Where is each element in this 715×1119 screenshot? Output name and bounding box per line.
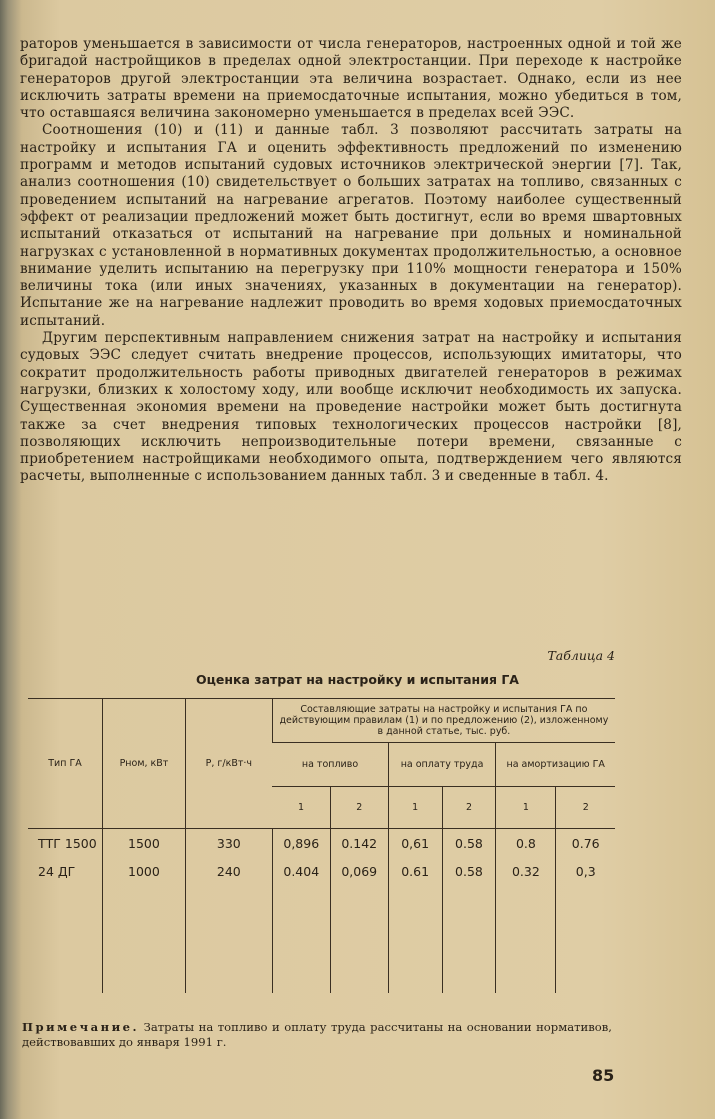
cell-type: ТТГ 1500 bbox=[38, 835, 97, 851]
header-sub-col: 1 bbox=[298, 802, 305, 813]
header-sub-col: 2 bbox=[442, 787, 496, 829]
table-row bbox=[28, 829, 615, 858]
cell-value: 0.32 bbox=[496, 857, 556, 885]
header-sub-col: 2 bbox=[330, 787, 388, 829]
table-caption: Таблица 4 bbox=[547, 648, 615, 663]
cell-value: 0,3 bbox=[556, 857, 615, 885]
cell-p: 330 bbox=[185, 829, 272, 858]
table-row bbox=[28, 857, 615, 885]
cell-value: 0.404 bbox=[272, 857, 330, 885]
header-type: Тип ГА bbox=[48, 758, 82, 769]
footnote-label: Примечание. bbox=[22, 1020, 140, 1034]
header-sub-col: 2 bbox=[556, 787, 615, 829]
table-title: Оценка затрат на настройку и испытания ГА bbox=[196, 672, 519, 687]
table-filler-row bbox=[28, 885, 615, 993]
paragraph-3: Другим перспективным направлением снижения затрат на настройку и испытания судовых ЭЭС следует считать внедрение процессов, использующих имитаторы, что сократит продолжительность работы приводных двигателей генераторов в режимах нагрузки, близких к холостому ходу, или вообще исключит необходимость их запуска. Существенная экономия времени на проведение настройки может быть достигнута также за счет внедрения типовых технологических процессов настройки [8], позволяющих исключить непроизводительные потери времени, связанные с приобретением настройщиками необходимого опыта, подтверждением чего являются расчеты, выполненные с использованием данных табл. 3 и сведенные в табл. 4. bbox=[20, 330, 682, 485]
cell-value: 0,61 bbox=[388, 829, 442, 858]
header-sub-col: 1 bbox=[496, 787, 556, 829]
footnote-text: Затраты на топливо и оплату труда рассчитаны на основании нормативов, действовавших до января 1991 г. bbox=[22, 1020, 612, 1049]
cell-value: 0,069 bbox=[330, 857, 388, 885]
header-fuel: на топливо bbox=[272, 743, 388, 787]
page-number: 85 bbox=[592, 1066, 615, 1085]
header-labor: на оплату труда bbox=[388, 743, 496, 787]
cell-value: 0.61 bbox=[388, 857, 442, 885]
paragraph-2: Соотношения (10) и (11) и данные табл. 3 позволяют рассчитать затраты на настройку и испытания ГА и оценить эффективность предложений по изменению программ и методов испытаний судовых источников электрической энергии [7]. Так, анализ соотношения (10) свидетельствует о больших затратах на топливо, связанных с проведением испытаний на нагревание агрегатов. Поэтому наиболее существенный эффект от реализации предложений может быть достигнут, если во время швартовных испытаний отказаться от испытаний на нагревание при дольных и номинальной нагрузках с установленной в нормативных документах продолжительностью, а основное внимание уделить испытанию на перегрузку при 110% мощности генератора и 150% величины тока (или иных значениях, указанных в документации на генератор). Испытание же на нагревание надлежит проводить во время ходовых приемосдаточных испытаний. bbox=[20, 122, 682, 329]
cell-value: 0,896 bbox=[272, 829, 330, 858]
cell-value: 0.8 bbox=[496, 829, 556, 858]
cell-p: 240 bbox=[185, 857, 272, 885]
cell-type: 24 ДГ bbox=[38, 863, 76, 879]
header-pnom: Pном, кВт bbox=[103, 699, 186, 829]
cell-value: 0.58 bbox=[442, 857, 496, 885]
cell-pnom: 1000 bbox=[103, 857, 186, 885]
cell-value: 0.58 bbox=[442, 829, 496, 858]
header-p: P, г/кВт·ч bbox=[185, 699, 272, 829]
cell-value: 0.142 bbox=[330, 829, 388, 858]
paragraph-1: раторов уменьшается в зависимости от числа генераторов, настроенных одной и той же бригадой настройщиков в пределах одной электростанции. При переходе к настройке генераторов другой электростанции эта величина возрастает. Однако, если из нее исключить затраты времени на приемосдаточные испытания, можно убедиться в том, что оставшаяся величина закономерно уменьшается в пределах всей ЭЭС. bbox=[20, 36, 682, 122]
body-text bbox=[20, 36, 682, 486]
cell-value: 0.76 bbox=[556, 829, 615, 858]
cost-table bbox=[28, 698, 615, 993]
header-amort: на амортизацию ГА bbox=[496, 743, 615, 787]
header-group: Составляющие затраты на настройку и испытания ГА по действующим правилам (1) и по предложению (2), изложенному в данной статье, тыс. руб. bbox=[272, 699, 615, 743]
header-sub-col: 1 bbox=[388, 787, 442, 829]
cell-pnom: 1500 bbox=[103, 829, 186, 858]
footnote bbox=[22, 1020, 612, 1050]
